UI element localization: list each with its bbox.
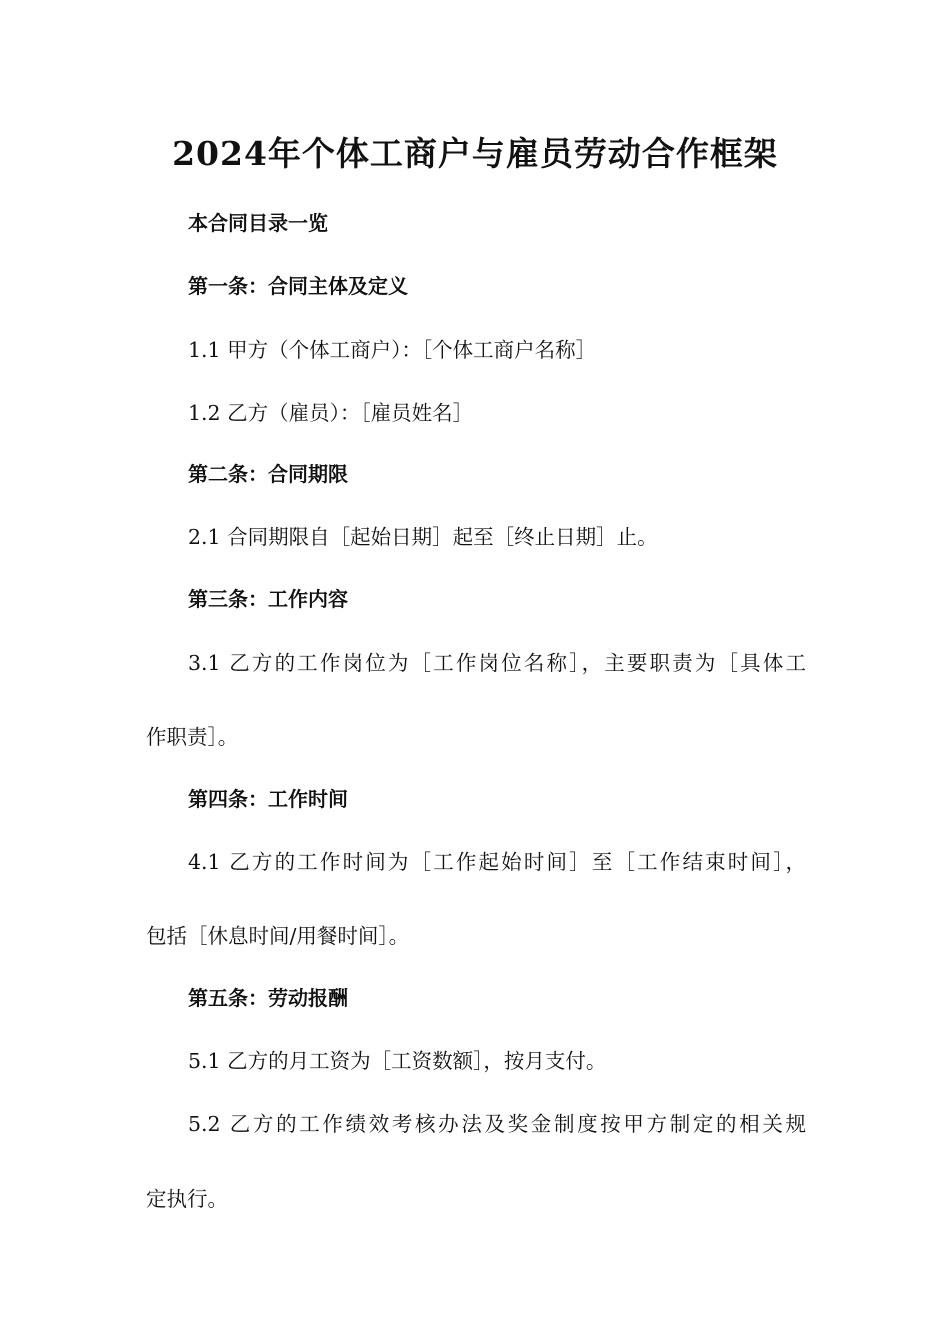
section-1-heading: 第一条：合同主体及定义 [188, 274, 408, 298]
clause-4-1-line-2: 包括［休息时间/用餐时间］。 [146, 924, 410, 948]
clause-3-1-line-2: 作职责］。 [146, 725, 239, 749]
clause-1-2: 1.2 乙方（雇员）：［雇员姓名］ [188, 401, 474, 425]
section-2-heading: 第二条：合同期限 [188, 462, 348, 486]
toc-heading: 本合同目录一览 [188, 211, 328, 235]
clause-5-2-line-1: 5.2 乙方的工作绩效考核办法及奖金制度按甲方制定的相关规 [188, 1112, 806, 1136]
section-5-heading: 第五条：劳动报酬 [188, 986, 348, 1010]
section-4-heading: 第四条：工作时间 [188, 787, 348, 811]
clause-5-1: 5.1 乙方的月工资为［工资数额］，按月支付。 [188, 1049, 607, 1073]
section-3-heading: 第三条：工作内容 [188, 587, 348, 611]
document-title: 2024年个体工商户与雇员劳动合作框架 [172, 134, 778, 173]
clause-5-2-line-2: 定执行。 [146, 1187, 228, 1211]
clause-1-1: 1.1 甲方（个体工商户）：［个体工商户名称］ [188, 338, 597, 362]
clause-2-1: 2.1 合同期限自［起始日期］起至［终止日期］止。 [188, 525, 658, 549]
clause-4-1-line-1: 4.1 乙方的工作时间为［工作起始时间］至［工作结束时间］， [188, 850, 806, 874]
clause-3-1-line-1: 3.1 乙方的工作岗位为［工作岗位名称］，主要职责为［具体工 [188, 651, 806, 675]
